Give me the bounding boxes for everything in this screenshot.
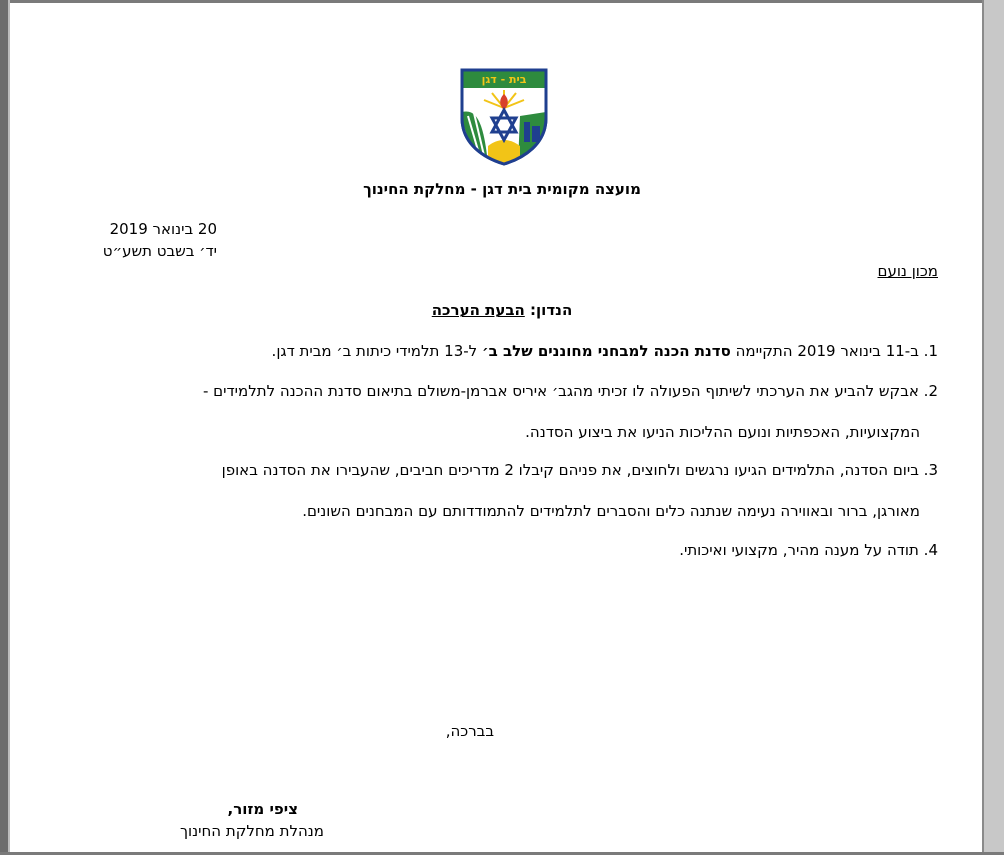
paragraph-1-post: ל-13 תלמידי כיתות ב׳ מבית דגן. [271, 342, 482, 360]
paragraph-2-number: 2. [923, 382, 938, 400]
recipient: מכון נועם [877, 262, 938, 280]
paragraph-4 [679, 541, 938, 559]
municipality-logo [458, 66, 550, 166]
paragraph-1 [272, 342, 938, 360]
paragraph-3-text-1: ביום הסדנה, התלמידים הגיעו נרגשים ולחוצים, את פניהם קיבלו 2 מדריכים חביבים, שהעבירו את הסדנה באופן [221, 461, 919, 479]
paragraph-3-line-1 [222, 461, 938, 479]
paragraph-3-number: 3. [923, 461, 938, 479]
subject-label: הנדון [536, 301, 573, 319]
subject-text: הבעת הערכה [431, 301, 525, 319]
paragraph-2-line-2: המקצועיות, האכפתיות ונועם ההליכות הניעו את ביצוע הסדנה. [525, 423, 920, 441]
paragraph-2-text-1: אבקש להביע את הערכתי לשיתוף הפעולה לו זכיתי מהגב׳ איריס אברמן-משולם בתיאום סדנת ההכנה לתלמידים - [202, 382, 919, 400]
scrollbar-track[interactable] [982, 0, 1004, 855]
paragraph-2-line-1 [203, 382, 938, 400]
subject-line [0, 301, 1004, 319]
date-gregorian: 20 בינואר 2019 [109, 220, 217, 238]
logo-text: בית - דגן [481, 73, 527, 86]
signature-name: ציפי מזור, [227, 800, 298, 818]
window-frame-left [0, 0, 8, 855]
closing-greeting: בברכה, [445, 722, 494, 740]
signature-role: מנהלת מחלקת החינוך [179, 822, 324, 840]
subject-colon: : [524, 301, 537, 319]
paragraph-4-text: תודה על מענה מהיר, מקצועי ואיכותי. [679, 541, 919, 559]
paragraph-1-pre: ב-11 בינואר 2019 התקיימה [730, 342, 919, 360]
scrollbar-edge [982, 0, 984, 855]
date-hebrew: יד׳ בשבט תשע״ט [102, 242, 217, 260]
letterhead-title: מועצה מקומית בית דגן - מחלקת החינוך [363, 180, 641, 198]
paragraph-1-bold: סדנת הכנה למבחני מחוננים שלב ב׳ [481, 342, 731, 360]
paragraph-3-line-2: מאורגן, ברור ובאווירה נעימה שנתנה כלים והסברים לתלמידים להתמודדותם עם המבחנים השונים. [302, 502, 920, 520]
paragraph-1-number: 1. [923, 342, 938, 360]
paragraph-4-number: 4. [923, 541, 938, 559]
